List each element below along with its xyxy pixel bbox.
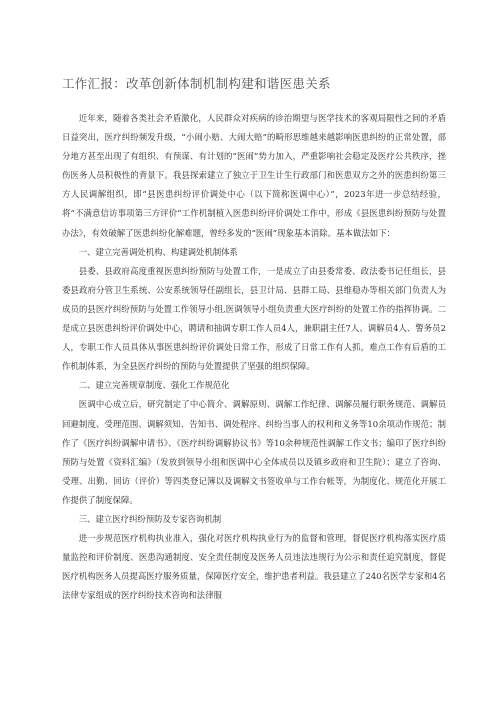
document-title: 工作汇报：改革创新体制机制构建和谐医患关系 xyxy=(62,76,331,91)
intro-paragraph: 近年来，随着各类社会矛盾激化，人民群众对疾病的诊治期望与医学技术的客观局限性之间的矛盾日益突出，医疗纠纷频发升级，“小闹小赔、大闹大赔”的畸形思维越来越影响医患纠纷的正常处置，部分地方甚至出现了有组织、有预谋、有计划的“医闹”势力加入，严重影响社会稳定及医疗公共秩序，挫伤医务人员积极性的背景下。我县探索建立了独立于卫生计生行政部门和医患双方之外的医患纠纷第三方人民调解组织，即“县医患纠纷评价调处中心（以下简称医调中心）”，2023年进一步总结经验，将“不满意信访事项第三方评价”工作机制植入医患纠纷评价调处工作中，形成《县医患纠纷预防与处置办法》，有效破解了医患纠纷化解难题，曾经多发的“医闹”现象基本消除。基本做法如下： xyxy=(62,113,446,238)
section-heading-1: 一、建立完善调处机构、构建调处机制体系 xyxy=(78,246,238,257)
section-paragraph-3: 进一步规范医疗机构执业准入，强化对医疗机构执业行为的监督和管理，督促医疗机构落实医疗质量监控和评价制度、医患沟通制度、安全责任制度及医务人员违法违规行为公示和责任追究制度，督促医疗机构医务人员提高医疗服务质量，保障医疗安全，维护患者利益。我县建立了240名医学专家和4名法律专家组成的医疗纠纷技术咨询和法律服 xyxy=(62,533,446,601)
section-paragraph-1: 县委、县政府高度重视医患纠纷预防与处置工作，一是成立了由县委常委、政法委书记任组长，县委县政府分管卫生系统、公安系统领导任副组长，县卫计局、县群工局、县维稳办等相关部门负责人为成员的县医疗纠纷预防与处置工作领导小组,医调领导小组负责重大医疗纠纷的处置工作的指挥协调。二是成立县医患纠纷评价调处中心，聘请和抽调专职工作人员4人，兼职副主任7人、调解员4人、警务员2人，专职工作人员具体从事医患纠纷评价调处日常工作，形成了日常工作有人抓，难点工作有后盾的工作机制体系，为全县医疗纠纷的预防与处置提供了坚强的组织保障。 xyxy=(62,265,446,372)
section-heading-3: 三、建立医疗纠纷预防及专家咨询机制 xyxy=(78,513,222,524)
section-heading-2: 二、建立完善规章制度、强化工作规范化 xyxy=(78,380,230,391)
section-paragraph-2: 医调中心成立后，研究制定了中心简介、调解原则、调解工作纪律、调解员履行职务规范、调解员回避制度、受理范围、调解须知、告知书、调处程序、纠纷当事人的权利和义务等10余项动作规范；制作了《医疗纠纷调解申请书》、《医疗纠纷调解协议书》等10余种规范性调解工作文书；编印了医疗纠纷预防与处置《资料汇编》（发放到领导小组和医调中心全体成员以及镇乡政府和卫生院）；建立了咨询、受理、出勤、回访（评价）等四类登记簿以及调解文书签收单与工作台帐等，为制度化、规范化开展工作提供了制度保障。 xyxy=(62,399,446,505)
